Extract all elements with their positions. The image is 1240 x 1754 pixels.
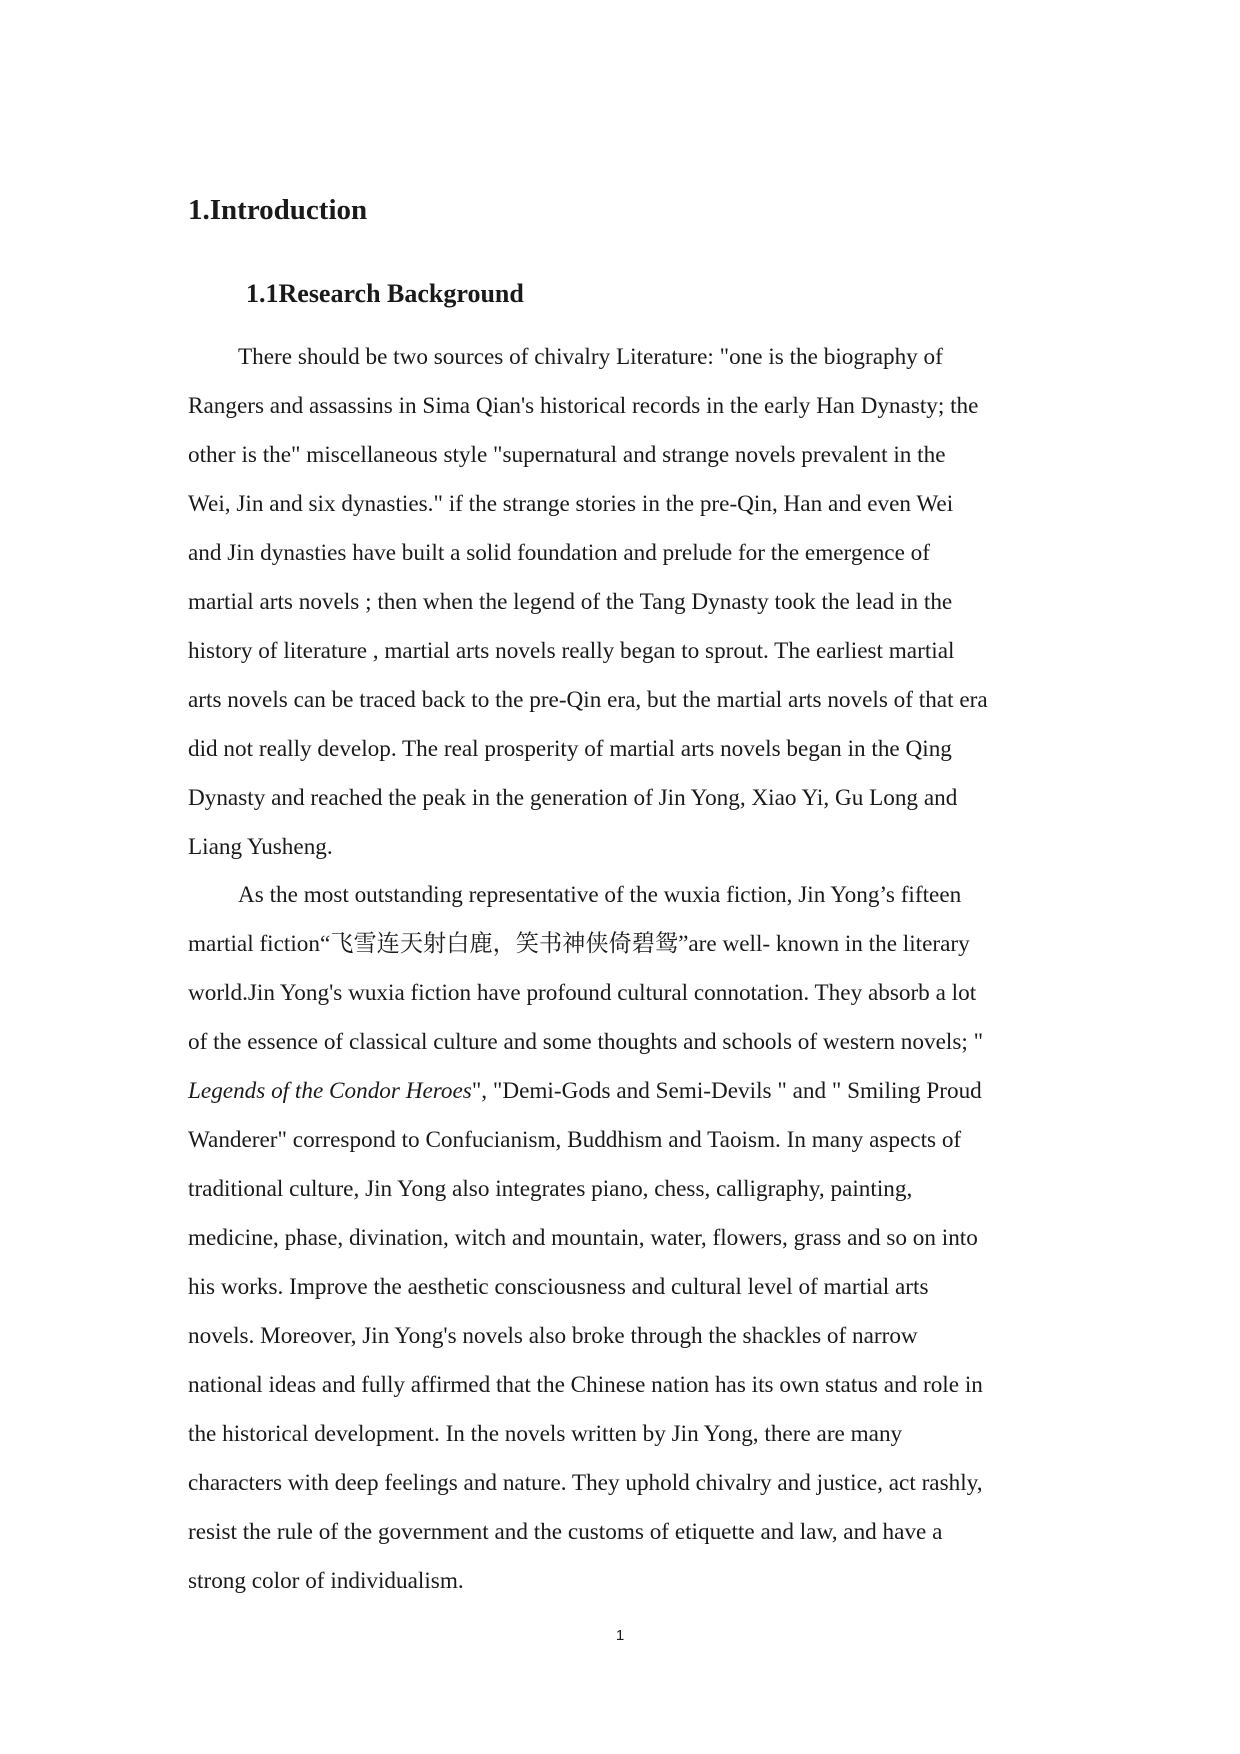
- paragraph-line: traditional culture, Jin Yong also integrates piano, chess, calligraphy, painting,: [188, 1176, 913, 1202]
- paragraph-line: martial arts novels ; then when the legend of the Tang Dynasty took the lead in the: [188, 589, 953, 615]
- paragraph-line: of the essence of classical culture and some thoughts and schools of western novels; ": [188, 1029, 984, 1055]
- paragraph-line: Rangers and assassins in Sima Qian's historical records in the early Han Dynasty; the: [188, 393, 979, 419]
- paragraph-line: national ideas and fully affirmed that the Chinese nation has its own status and role in: [188, 1372, 983, 1398]
- paragraph-line: As the most outstanding representative of the wuxia fiction, Jin Yong’s fifteen: [238, 882, 962, 908]
- paragraph-line: did not really develop. The real prosperity of martial arts novels began in the Qing: [188, 736, 952, 762]
- paragraph-line: martial fiction“飞雪连天射白鹿，笑书神侠倚碧鸳”are well- known in the literary: [188, 931, 970, 957]
- paragraph-line: the historical development. In the novels written by Jin Yong, there are many: [188, 1421, 903, 1447]
- paragraph-line: history of literature , martial arts novels really began to sprout. The earliest martial: [188, 638, 955, 664]
- paragraph-line: novels. Moreover, Jin Yong's novels also broke through the shackles of narrow: [188, 1323, 918, 1349]
- paragraph-line: [188, 1076, 982, 1106]
- paragraph-line: Wanderer" correspond to Confucianism, Buddhism and Taoism. In many aspects of: [188, 1127, 962, 1153]
- paragraph-line: and Jin dynasties have built a solid foundation and prelude for the emergence of: [188, 540, 930, 566]
- paragraph-line: world.Jin Yong's wuxia fiction have profound cultural connotation. They absorb a lot: [188, 980, 977, 1006]
- paragraph-line: Wei, Jin and six dynasties." if the strange stories in the pre-Qin, Han and even Wei: [188, 491, 954, 517]
- paragraph-line: Dynasty and reached the peak in the generation of Jin Yong, Xiao Yi, Gu Long and: [188, 785, 958, 811]
- paragraph-line: arts novels can be traced back to the pre-Qin era, but the martial arts novels of that era: [188, 687, 988, 713]
- paragraph-line: his works. Improve the aesthetic consciousness and cultural level of martial arts: [188, 1274, 929, 1300]
- paragraph-line: strong color of individualism.: [188, 1568, 464, 1594]
- paragraph-line: other is the" miscellaneous style "supernatural and strange novels prevalent in the: [188, 442, 946, 468]
- paragraph-line: resist the rule of the government and the customs of etiquette and law, and have a: [188, 1519, 943, 1545]
- subsection-heading: 1.1Research Background: [246, 279, 524, 308]
- paragraph-line: medicine, phase, divination, witch and mountain, water, flowers, grass and so on into: [188, 1225, 978, 1251]
- paragraph-line: Liang Yusheng.: [188, 834, 333, 860]
- page-number: 1: [615, 1627, 625, 1644]
- paragraph-line: There should be two sources of chivalry Literature: "one is the biography of: [238, 344, 943, 370]
- section-heading: 1.Introduction: [188, 194, 368, 226]
- paragraph-line: characters with deep feelings and nature. They uphold chivalry and justice, act rashly,: [188, 1470, 983, 1496]
- line-continuation: ", "Demi-Gods and Semi-Devils " and " Smiling Proud: [471, 1078, 982, 1104]
- italic-book-title: Legends of the Condor Heroes: [188, 1078, 472, 1104]
